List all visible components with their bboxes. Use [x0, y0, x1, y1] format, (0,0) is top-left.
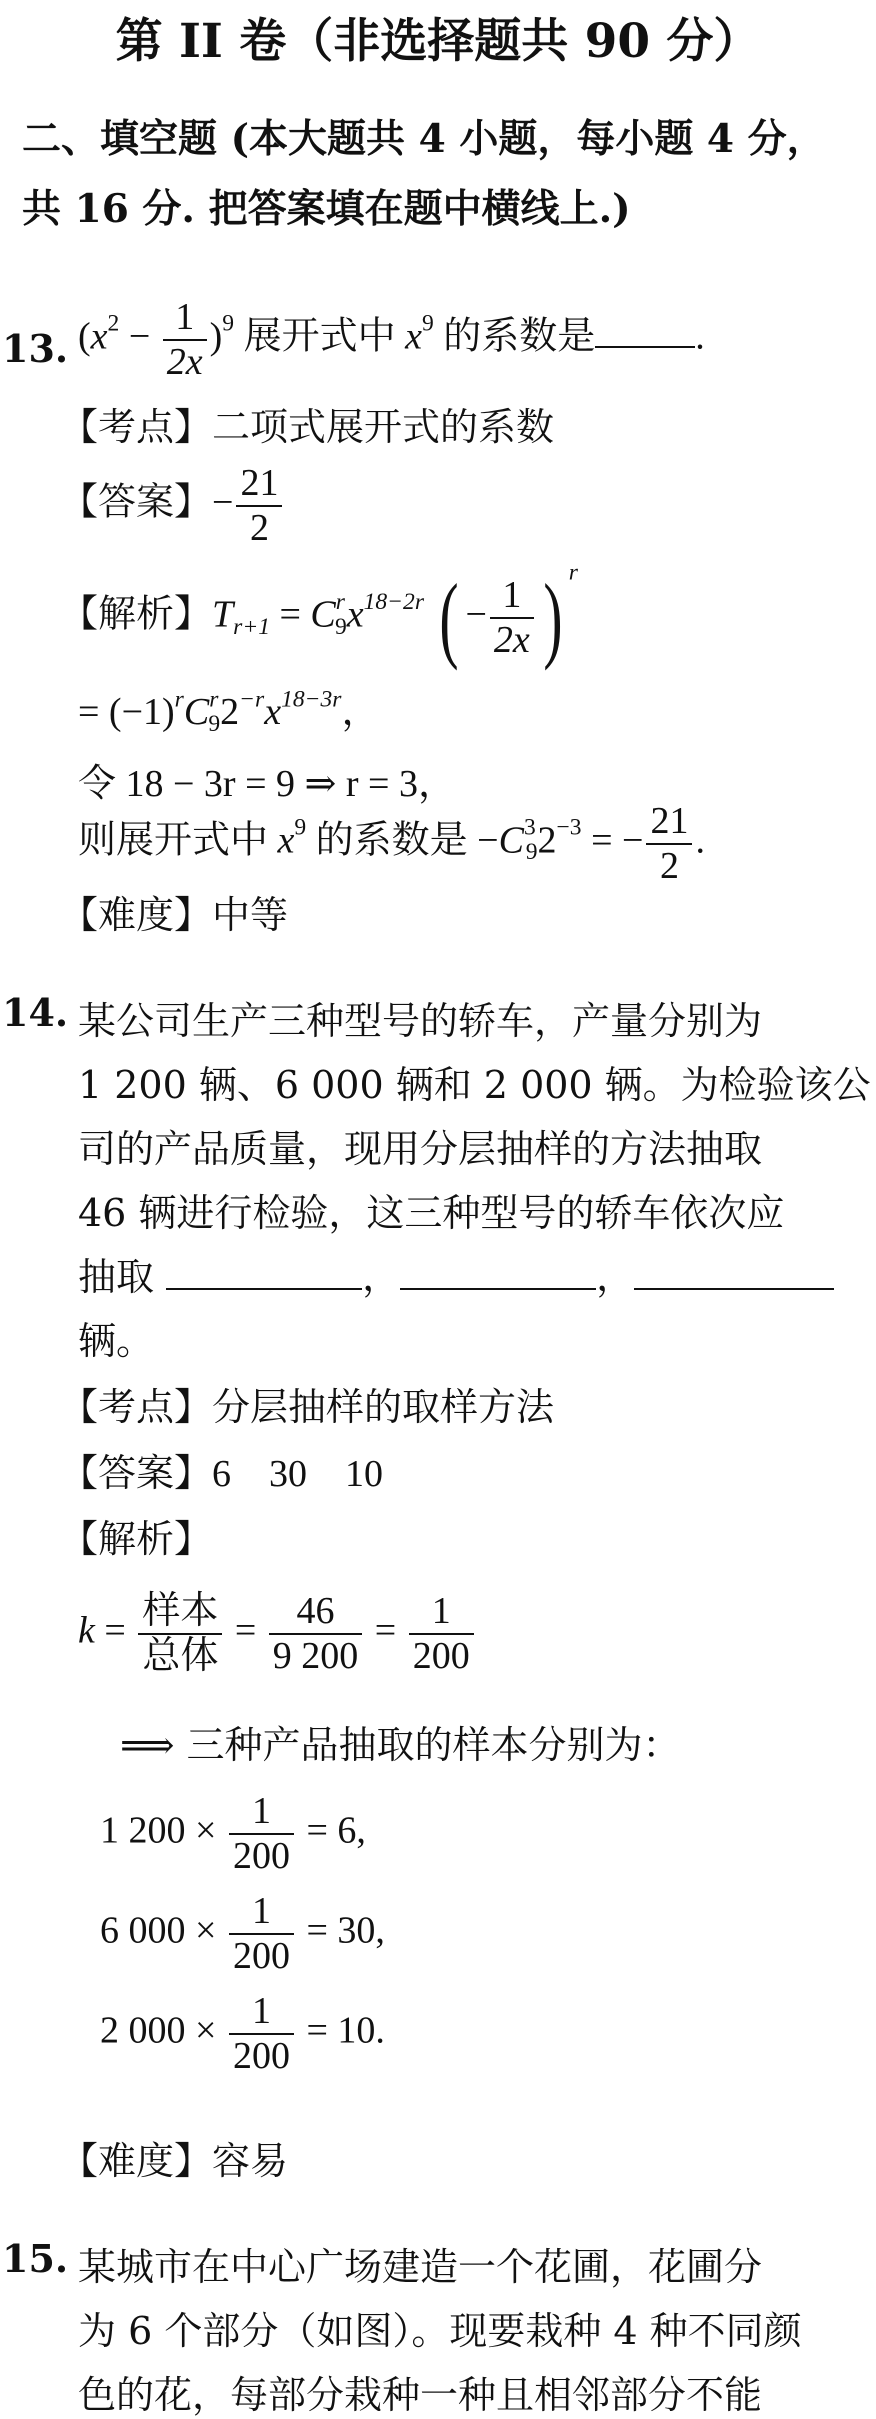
- q14-calc-1-den: 200: [232, 1834, 290, 1877]
- q13-sol-C-sub: 9: [334, 613, 347, 640]
- section-heading-line1: 二、填空题 (本大题共 4 小题，每小题 4 分，: [22, 116, 826, 162]
- q14-frac-1-num: 1: [409, 1590, 474, 1635]
- q14-calc-2-num: 1: [229, 1890, 294, 1935]
- q14-frac-sample-den: 总体: [142, 1634, 219, 1677]
- q14-line1: 某公司生产三种型号的轿车，产量分别为: [78, 999, 763, 1043]
- q13-sol2-exp2: 18−3r: [281, 686, 342, 713]
- q14-jiexi-label: 【解析】: [60, 1517, 213, 1561]
- q13-sol-rparen: ): [543, 564, 563, 671]
- q14-calc-1: [100, 1790, 366, 1877]
- q14-calc-3-num: 1: [229, 1990, 294, 2035]
- q13-sol2-r: r: [174, 686, 184, 713]
- q13-sol4-num: 21: [646, 800, 692, 845]
- q13-sol4-period: .: [695, 819, 705, 862]
- q13-sol2-C-sub: 9: [208, 711, 221, 738]
- q13-sol-fraction: [490, 574, 534, 661]
- q13-sol-x-exp: 18−2r: [363, 589, 424, 616]
- q13-sol4-fraction: [646, 800, 692, 887]
- q13-solution-line2: [78, 680, 380, 738]
- q13-open-paren: (: [78, 315, 91, 358]
- q14-kaodian-label: 【考点】: [60, 1385, 213, 1429]
- q13-power: 9: [222, 310, 235, 337]
- q14-line3: 司的产品质量，现用分层抽样的方法抽取: [78, 1127, 763, 1171]
- q14-calc-3-den: 200: [232, 2034, 290, 2077]
- q13-solution-line4: [78, 800, 705, 887]
- q14-frac-46-num: 46: [269, 1590, 363, 1635]
- q13-sol2-C: C: [183, 691, 210, 733]
- question-15-number: 15.: [2, 2236, 69, 2281]
- q14-calc-3-a: 2 000 ×: [100, 2009, 226, 2052]
- q13-sol4-den: 2: [659, 844, 679, 887]
- q14-frac-sample-num: 样本: [138, 1590, 222, 1635]
- q14-calc-1-a: 1 200 ×: [100, 1809, 226, 1852]
- q13-difficulty-label: 【难度】: [60, 893, 213, 937]
- q14-k: k: [78, 1609, 95, 1652]
- q14-answer-row: [60, 1442, 383, 1497]
- q13-sol2-end: ，: [341, 691, 380, 733]
- q15-line3: 色的花，每部分栽种一种且相邻部分不能: [78, 2373, 763, 2417]
- q14-frac-1: [409, 1590, 474, 1677]
- q14-line5-text: 抽取: [78, 1255, 167, 1299]
- q13-sol2-exp1: −r: [239, 686, 265, 713]
- q14-difficulty-row: [60, 2130, 288, 2185]
- q13-difficulty-text: 中等: [212, 893, 289, 937]
- q14-calc-1-num: 1: [229, 1790, 294, 1835]
- q13-sol-lparen: (: [439, 564, 460, 671]
- q14-eq1: =: [94, 1609, 136, 1652]
- q13-kaodian-row: [60, 396, 554, 451]
- q14-comma-2: ，: [596, 1255, 635, 1299]
- q14-line6: 辆。: [78, 1319, 155, 1363]
- q13-sol-C-sup: r: [335, 589, 345, 616]
- q14-difficulty-text: 容易: [212, 2139, 289, 2183]
- q13-sol4-a: 则展开式中: [78, 819, 278, 862]
- q13-sol4-C: C: [498, 819, 524, 862]
- q14-calc-1-r: = 6,: [296, 1809, 366, 1852]
- q14-blank-2[interactable]: [400, 1288, 596, 1290]
- q13-answer-den: 2: [249, 506, 269, 549]
- q14-kaodian-row: [60, 1376, 554, 1431]
- q14-calc-2-den: 200: [232, 1934, 290, 1977]
- question-13-number: 13.: [2, 326, 69, 371]
- q14-line2: 1 200 辆、6 000 辆和 2 000 辆。为检验该公: [78, 1063, 871, 1107]
- q13-jiexi-label: 【解析】: [60, 593, 213, 636]
- q14-line4: 46 辆进行检验，这三种型号的轿车依次应: [78, 1191, 785, 1235]
- q13-frac-den: 2x: [166, 340, 203, 383]
- q13-sol-eq: =: [269, 593, 311, 636]
- q13-sol4-pow: 9: [294, 814, 307, 841]
- q14-calc-2: [100, 1890, 385, 1977]
- q14-calc-1-frac: [229, 1790, 294, 1877]
- q13-kaodian-label: 【考点】: [60, 405, 213, 449]
- q14-blank-3[interactable]: [634, 1288, 834, 1290]
- q14-kaodian-text: 分层抽样的取样方法: [212, 1385, 555, 1429]
- q13-text-end: 的系数是: [433, 315, 596, 358]
- q14-calc-2-a: 6 000 ×: [100, 1909, 226, 1952]
- question-13-stem: [78, 296, 705, 383]
- q13-kaodian-text: 二项式展开式的系数: [212, 405, 555, 449]
- q13-difficulty-row: [60, 884, 288, 939]
- q13-frac-num: 1: [163, 296, 207, 341]
- q14-answer-text: 6 30 10: [212, 1453, 384, 1495]
- q13-var-x: x: [90, 315, 108, 358]
- q13-solution-line1: [60, 559, 578, 671]
- q14-calc-2-frac: [229, 1890, 294, 1977]
- q13-sol-minus: −: [465, 593, 487, 636]
- q13-answer-fraction: [236, 462, 282, 549]
- q14-line5: [78, 1246, 834, 1301]
- section-heading-line2: 共 16 分. 把答案填在题中横线上.): [22, 186, 631, 232]
- part-title: 第 II 卷（非选择题共 90 分）: [115, 14, 761, 69]
- q14-frac-46: [269, 1590, 363, 1677]
- q15-line1: 某城市在中心广场建造一个花圃，花圃分: [78, 2245, 763, 2289]
- q13-answer-row: [60, 462, 285, 549]
- q15-line2: 为 6 个部分（如图）。现要栽种 4 种不同颜: [78, 2309, 802, 2353]
- q14-calc-3-r: = 10.: [296, 2009, 385, 2052]
- q13-sol2-C-sup: r: [209, 686, 219, 713]
- q14-frac-1-den: 200: [412, 1634, 470, 1677]
- q13-sol4-exp: −3: [556, 814, 582, 841]
- q13-sol2-a: = (−1): [78, 691, 175, 733]
- q13-sol4-C-sup: 3: [523, 814, 536, 841]
- q13-sol4-x: x: [277, 819, 295, 862]
- q13-solution-line3: 令 18 − 3r = 9 ⇒ r = 3，: [78, 763, 456, 805]
- q13-sol2-x: x: [264, 691, 282, 733]
- q14-calc-3: [100, 1990, 385, 2077]
- q13-sol-T: T: [212, 593, 234, 636]
- q14-blank-1[interactable]: [166, 1288, 362, 1290]
- q14-calc-2-r: = 30,: [296, 1909, 385, 1952]
- q13-text-mid: 展开式中: [234, 315, 406, 358]
- q14-calc-3-frac: [229, 1990, 294, 2077]
- q14-implies-line: ⟹ 三种产品抽取的样本分别为：: [120, 1723, 681, 1767]
- q13-sol4-C-sub: 9: [525, 839, 538, 866]
- q14-k-equation: [78, 1590, 477, 1677]
- q14-eq3: =: [365, 1609, 406, 1652]
- q14-answer-label: 【答案】: [60, 1453, 213, 1495]
- question-14-number: 14.: [2, 990, 69, 1035]
- q13-square: 2: [107, 310, 120, 337]
- q13-answer-label: 【答案】: [60, 481, 213, 524]
- q13-fraction: [163, 296, 207, 383]
- q14-comma-1: ，: [362, 1255, 401, 1299]
- q13-sol4-b: 的系数是 −: [306, 819, 499, 862]
- q14-frac-46-den: 9 200: [272, 1634, 359, 1677]
- q14-frac-sample: [138, 1590, 222, 1677]
- q13-power-x: 9: [421, 310, 434, 337]
- q13-sol-sub: r+1: [233, 613, 270, 640]
- q13-sol-frac-num: 1: [490, 574, 534, 619]
- q14-eq2: =: [225, 1609, 266, 1652]
- q13-sol4-c: = −: [581, 819, 644, 862]
- q13-sol-paren-exp: r: [568, 559, 578, 586]
- q13-answer-sign: −: [212, 481, 234, 524]
- q13-sol-C: C: [310, 593, 336, 636]
- q13-answer-blank[interactable]: [595, 346, 695, 348]
- q13-sol-frac-den: 2x: [493, 619, 530, 661]
- q13-var-x2: x: [405, 315, 422, 358]
- q13-sol-x: x: [346, 593, 364, 636]
- q13-period: .: [695, 315, 705, 358]
- q13-close-paren: ): [209, 315, 223, 358]
- q14-difficulty-label: 【难度】: [60, 2139, 213, 2183]
- q13-sol2-two: 2: [220, 691, 240, 733]
- q13-sol4-two: 2: [537, 819, 557, 862]
- q13-minus: −: [119, 315, 160, 358]
- q13-answer-num: 21: [236, 462, 282, 507]
